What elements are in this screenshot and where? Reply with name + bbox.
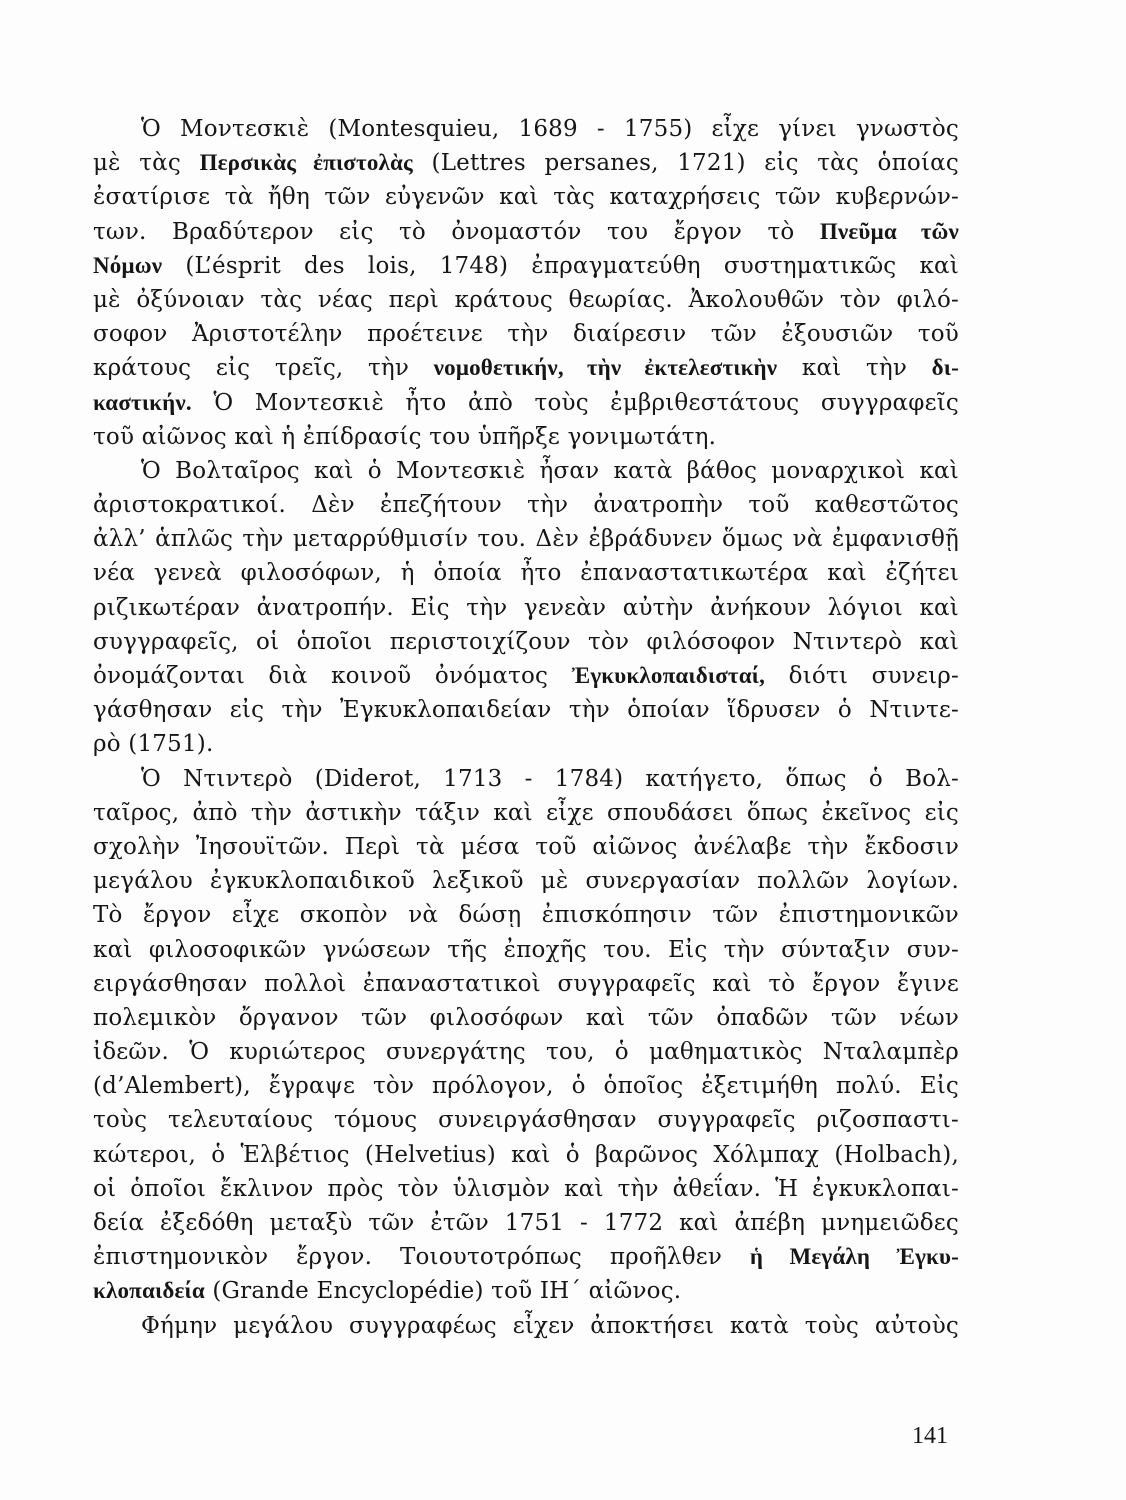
bold-term: Νόμων [93,252,163,278]
text-run: ἐσατίρισε τὰ ἤθη τῶν εὐγενῶν καὶ τὰς καταχρήσεις τῶν κυβερνών- [93,184,959,211]
bold-term: καστικήν. [93,389,192,415]
text-line [93,283,959,317]
text-run: ειργάσθησαν πολλοὶ ἐπαναστατικοὶ συγγραφεῖς καὶ τὸ ἔργον ἔγινε [93,970,959,997]
bold-term: Ἐγκυκλοπαιδισταί, [571,663,766,688]
text-line [93,762,959,796]
text-line [93,112,959,146]
text-run: μεγάλου ἐγκυκλοπαιδικοῦ λεξικοῦ μὲ συνεργασίαν πολλῶν λογίων. [93,868,959,895]
bold-term: ἡ Μεγάλη Ἐγκυ- [749,1244,960,1270]
text-line [93,1069,959,1103]
text-run: δεία ἐξεδόθη μεταξὺ τῶν ἐτῶν 1751 - 1772 καὶ ἀπέβη μνημειῶδες [93,1210,959,1236]
text-run: οἱ ὁποῖοι ἔκλινον πρὸς τὸν ὑλισμὸν καὶ τὴν ἀθεΐαν. Ἡ ἐγκυκλοπαι- [93,1175,959,1202]
text-run: καὶ τὴν [777,355,932,382]
text-run: νέα γενεὰ φιλοσόφων, ἡ ὁποία ἦτο ἐπαναστατικωτέρα καὶ ἐζήτει [93,560,959,587]
text-run: συγγραφεῖς, οἱ ὁποῖοι περιστοιχίζουν τὸν φιλόσοφον Ντιντερὸ καὶ [93,628,959,655]
text-run: τοῦ αἰῶνος καὶ ἡ ἐπίδρασίς του ὑπῆρξε γονιμωτάτη. [93,423,717,450]
bold-term: Περσικὰς ἐπιστολὰς [199,150,413,176]
text-line [93,1138,959,1172]
text-run: ρὸ (1751). [93,731,214,758]
text-run: σχολὴν Ἰησουϊτῶν. Περὶ τὰ μέσα τοῦ αἰῶνος ἀνέλαβε τὴν ἔκδοσιν [93,833,959,860]
text-run: καὶ φιλοσοφικῶν γνώσεων τῆς ἐποχῆς του. Εἰς τὴν σύνταξιν συν- [93,936,959,963]
text-run: μὲ τὰς [93,150,200,177]
text-run: μὲ ὀξύνοιαν τὰς νέας περὶ κράτους θεωρίας. Ἀκολουθῶν τὸν φιλό- [93,286,959,313]
text-line [93,659,959,693]
text-run: διότι συνειρ- [765,663,959,689]
page-number: 141 [912,1423,948,1449]
bold-term: Πνεῦμα τῶν [819,218,959,244]
text-run: Ὁ Ντιντερὸ (Diderot, 1713 - 1784) κατήγετο, ὅπως ὁ Βολ- [141,765,959,792]
text-run: Τὸ ἔργον εἶχε σκοπὸν νὰ δώσῃ ἐπισκόπησιν τῶν ἐπιστημονικῶν [93,902,959,929]
bold-term: κλοπαιδεία [93,1278,205,1304]
body-text [93,112,959,1343]
text-run: ριζικωτέραν ἀνατροπήν. Εἰς τὴν γενεὰν αὐτὴν ἀνήκουν λόγιοι καὶ [93,594,959,621]
text-line [93,898,959,932]
text-line [93,1206,959,1240]
text-line [93,933,959,967]
text-run: Ὁ Βολταῖρος καὶ ὁ Μοντεσκιὲ ἦσαν κατὰ βάθος μοναρχικοὶ καὶ [141,457,959,484]
text-line [93,830,959,864]
text-line [93,317,959,351]
text-line [93,454,959,488]
text-run: ἀριστοκρατικοί. Δὲν ἐπεζήτουν τὴν ἀνατροπὴν τοῦ καθεστῶτος [93,492,959,519]
bold-term: νομοθετικήν, τὴν ἐκτελεστικὴν [433,355,778,381]
text-line [93,522,959,556]
text-line [93,796,959,830]
text-run: ὀνομάζονται διὰ κοινοῦ ὀνόματος [93,663,572,689]
text-run: ἐπιστημονικὸν ἔργον. Τοιουτοτρόπως προῆλθεν [93,1244,750,1271]
text-run: (Grande Encyclopédie) τοῦ ΙΗ΄ αἰῶνος. [204,1278,682,1305]
text-line [93,1274,959,1308]
text-run: (L’ésprit des lois, 1748) ἐπραγματεύθη συστηματικῶς καὶ [162,252,959,279]
text-line [93,1001,959,1035]
text-run: Φήμην μεγάλου συγγραφέως εἶχεν ἀποκτήσει κατὰ τοὺς αὐτοὺς [141,1312,959,1339]
text-line [93,420,959,454]
text-line [93,1309,959,1343]
text-line [93,727,959,761]
text-line [93,215,959,249]
text-run: ἀλλ’ ἁπλῶς τὴν μεταρρύθμισίν του. Δὲν ἐβράδυνεν ὅμως νὰ ἐμφανισθῇ [93,526,959,553]
text-line [93,386,959,420]
text-line [93,864,959,898]
text-run: κώτεροι, ὁ Ἑλβέτιος (Helvetius) καὶ ὁ βαρῶνος Χόλμπαχ (Holbach), [93,1141,959,1168]
text-line [93,967,959,1001]
text-line [93,1035,959,1069]
text-line [93,556,959,590]
text-run: (d’Alembert), ἔγραψε τὸν πρόλογον, ὁ ὁποῖος ἐξετιμήθη πολύ. Εἰς [93,1073,959,1100]
text-line [93,693,959,727]
text-run: κράτους εἰς τρεῖς, τὴν [93,355,434,382]
text-run: (Lettres persanes, 1721) εἰς τὰς ὁποίας [412,150,959,177]
text-line [93,146,959,180]
text-run: ἰδεῶν. Ὁ κυριώτερος συνεργάτης του, ὁ μαθηματικὸς Νταλαμπὲρ [93,1039,959,1066]
text-run: τοὺς τελευταίους τόμους συνειργάσθησαν συγγραφεῖς ριζοσπαστι- [93,1107,959,1134]
text-run: γάσθησαν εἰς τὴν Ἐγκυκλοπαιδείαν τὴν ὁποίαν ἵδρυσεν ὁ Ντιντε- [93,697,959,724]
text-line [93,351,959,385]
text-run: ταῖρος, ἀπὸ τὴν ἀστικὴν τάξιν καὶ εἶχε σπουδάσει ὅπως ἐκεῖνος εἰς [93,799,959,826]
text-run: πολεμικὸν ὄργανον τῶν φιλοσόφων καὶ τῶν ὀπαδῶν τῶν νέων [93,1004,959,1031]
text-line [93,1103,959,1137]
text-run: σοφον Ἀριστοτέλην προέτεινε τὴν διαίρεσιν τῶν ἐξουσιῶν τοῦ [93,321,959,348]
text-line [93,1240,959,1274]
text-line [93,488,959,522]
bold-term: δι- [931,355,959,381]
text-line [93,591,959,625]
text-run: Ὁ Μοντεσκιὲ ἦτο ἀπὸ τοὺς ἐμβριθεστάτους συγγραφεῖς [191,389,959,416]
text-line [93,249,959,283]
text-line [93,1172,959,1206]
text-line [93,625,959,659]
text-run: των. Βραδύτερον εἰς τὸ ὀνομαστόν του ἔργον τὸ [93,218,820,245]
text-line [93,180,959,214]
text-run: Ὁ Μοντεσκιὲ (Montesquieu, 1689 - 1755) εἶχε γίνει γνωστὸς [141,116,959,142]
